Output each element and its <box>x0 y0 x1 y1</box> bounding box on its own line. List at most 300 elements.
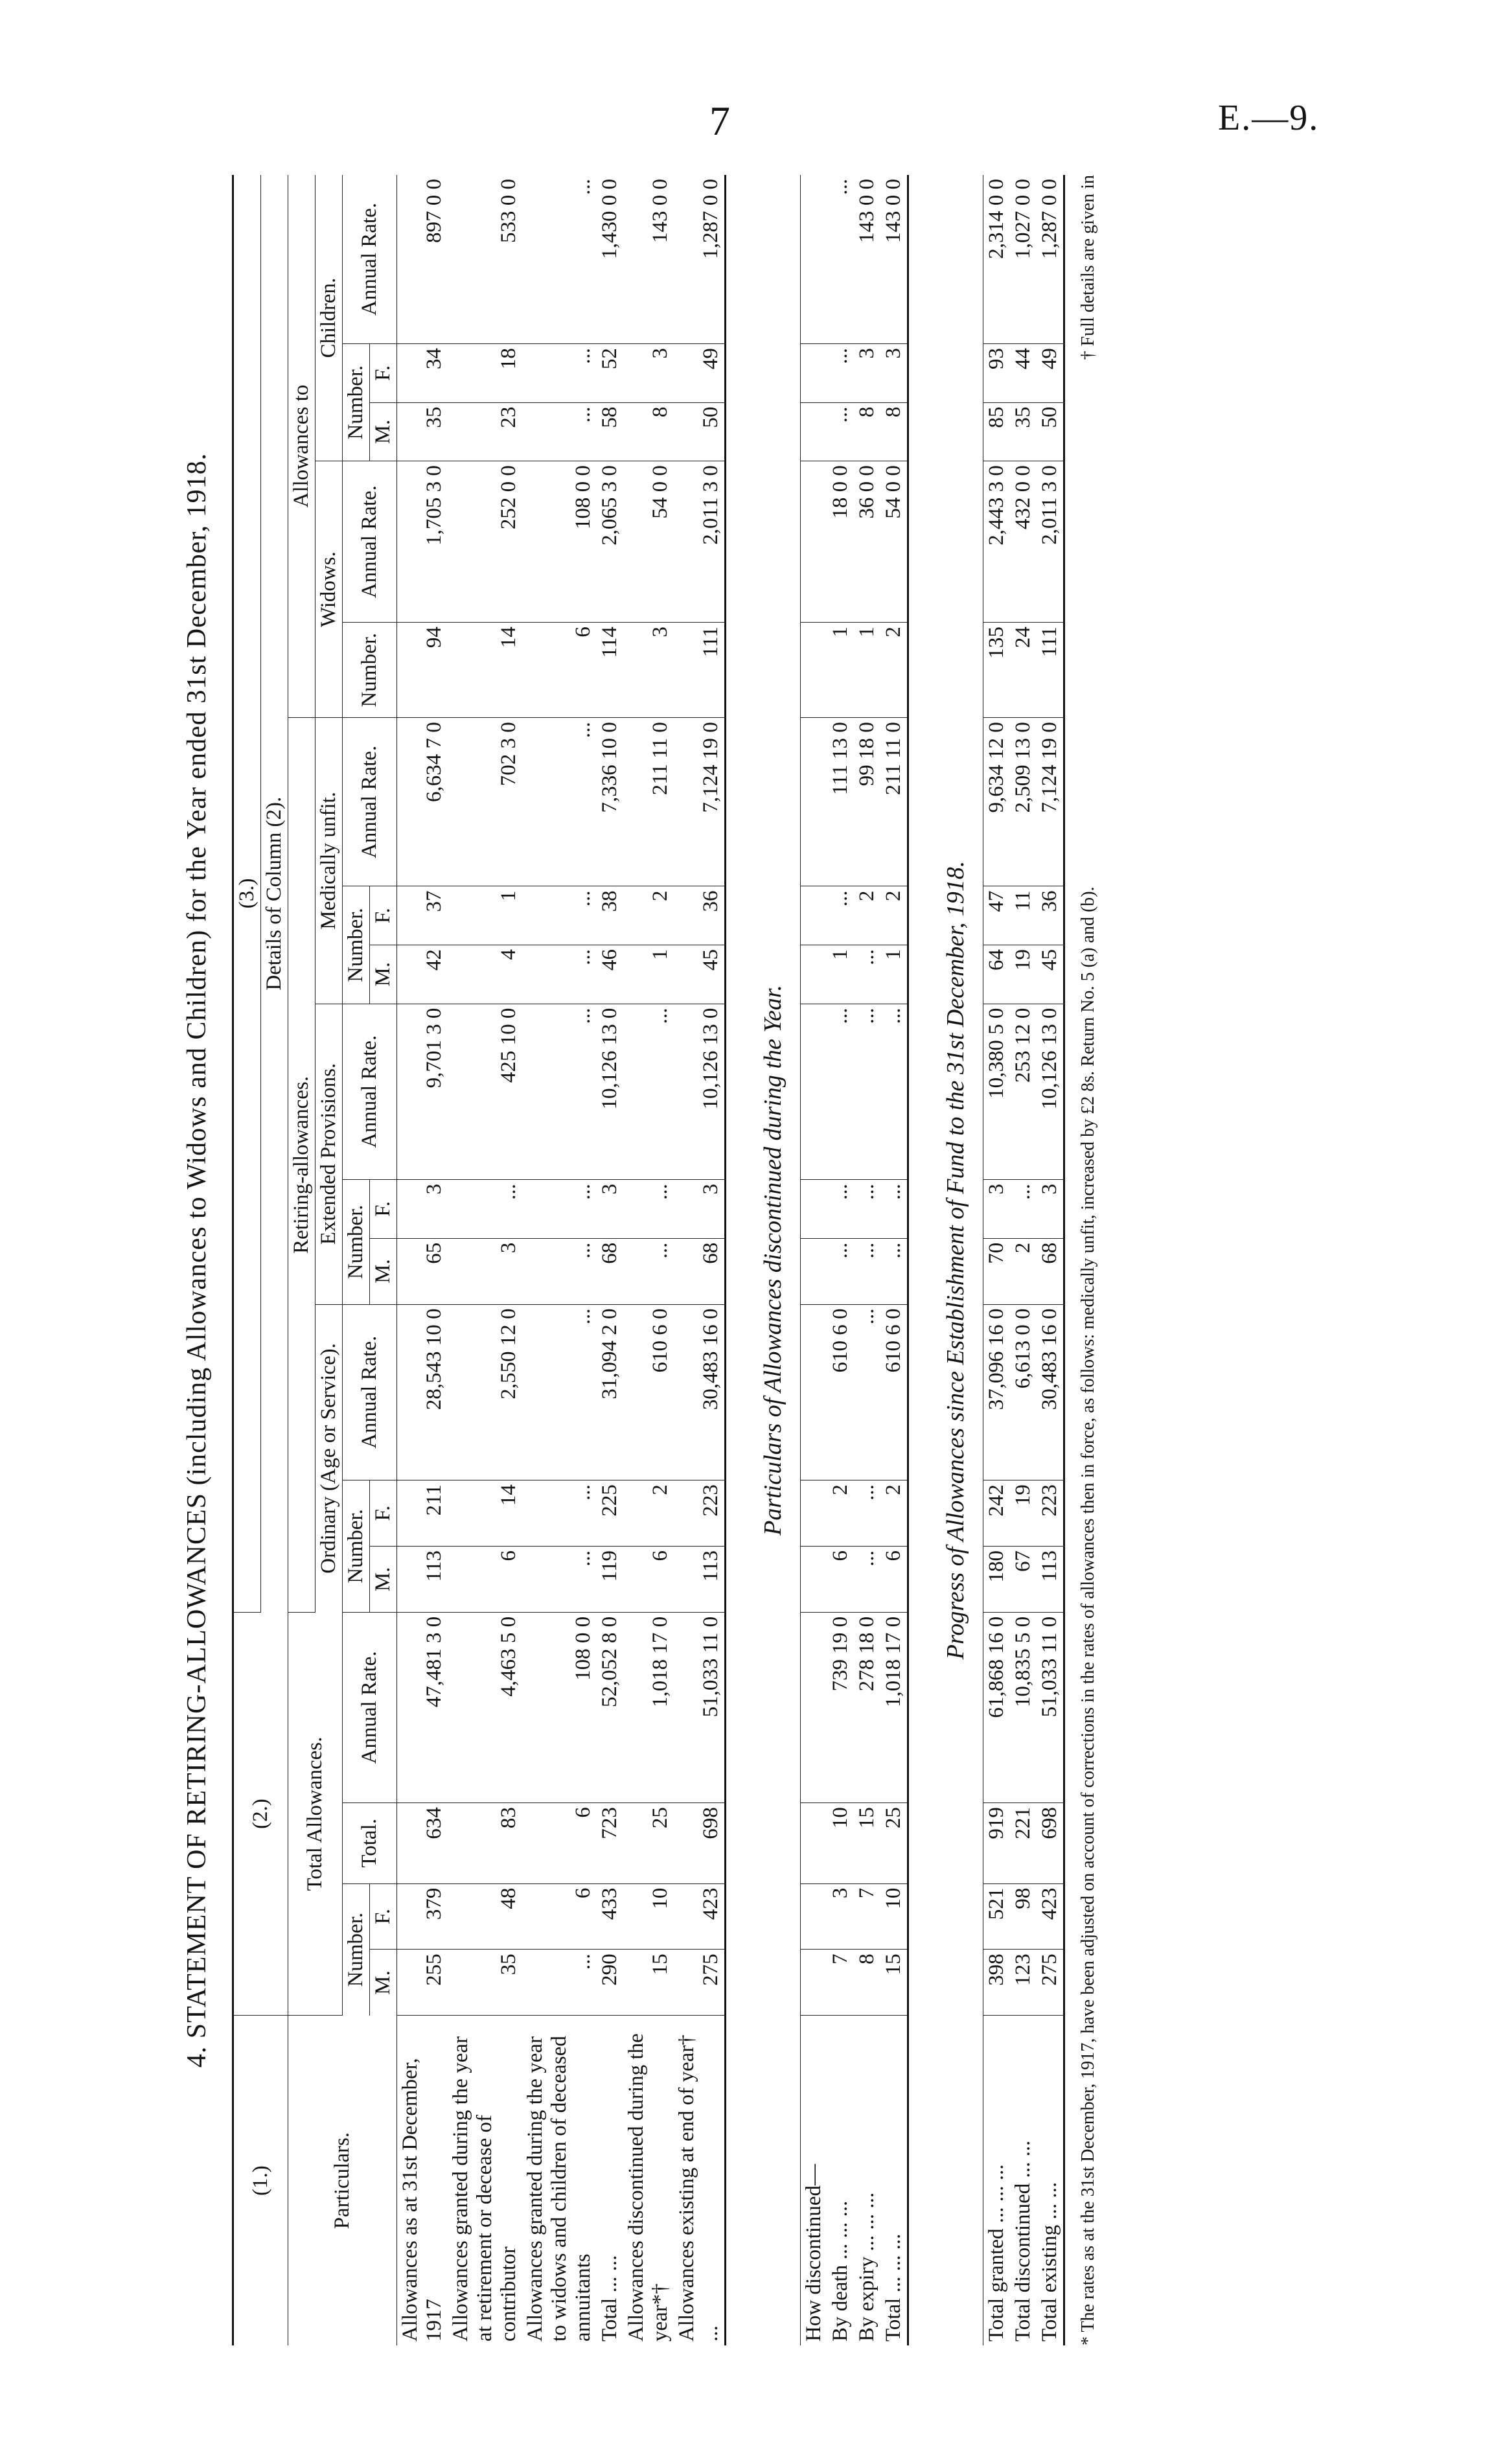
main-rows <box>397 175 726 2345</box>
table-cell: 52,052 8 0 <box>597 1612 623 1802</box>
table-cell: ... <box>854 1238 880 1304</box>
row-label: Total discontinued ... ... <box>1011 2140 1035 2342</box>
table-cell: 225 <box>597 1480 623 1547</box>
table-cell: 35 <box>1010 402 1037 461</box>
table-cell <box>801 1004 828 1180</box>
widows-number-header: Number. <box>343 623 397 718</box>
table-cell: 1,018 17 0 <box>880 1612 908 1802</box>
table-cell: 1 <box>623 945 674 1004</box>
table-cell: 93 <box>983 344 1011 403</box>
table-cell: 698 <box>1037 1803 1064 1883</box>
table-cell: ... <box>854 1480 880 1547</box>
allowances-to-header: Allowances to <box>288 175 316 718</box>
table-cell: ... <box>522 1950 597 2016</box>
footnote-star: * The rates as at the 31st December, 1917, have been adjusted on account of corrections in the rates of allowances then in force, as follows: medically unfit, increased by £2 8s. Return No. 5 (a) and (b). <box>1078 886 1098 2345</box>
table-cell: ... <box>522 402 597 461</box>
table-row <box>880 175 908 2345</box>
extended-header: Extended Provisions. <box>316 1004 343 1304</box>
table-cell: 2,065 3 0 <box>597 461 623 623</box>
table-row <box>448 175 522 2345</box>
table-cell: 46 <box>597 945 623 1004</box>
row-label: Allowances as at 31st December, 1917 <box>397 2016 448 2345</box>
table-cell: 4 <box>448 945 522 1004</box>
details-header: Details of Column (2). <box>261 175 288 1612</box>
table-cell: 10,126 13 0 <box>1037 1004 1064 1180</box>
table-cell <box>801 1612 828 1802</box>
table-cell: 114 <box>597 623 623 718</box>
table-cell: 7,124 19 0 <box>674 718 726 886</box>
table-cell: 433 <box>597 1883 623 1950</box>
table-cell: 739 19 0 <box>827 1612 854 1802</box>
row-label: By death ... ... ... <box>829 2200 852 2342</box>
table-row <box>854 175 880 2345</box>
table-cell: 3 <box>623 623 674 718</box>
table-cell: 223 <box>1037 1480 1064 1547</box>
table-cell: 6 <box>448 1546 522 1612</box>
table-cell: 432 0 0 <box>1010 461 1037 623</box>
table-cell: ... <box>827 402 854 461</box>
table-cell: 2,011 3 0 <box>1037 461 1064 623</box>
progress-rows <box>983 175 1064 2345</box>
table-cell: 30,483 16 0 <box>674 1304 726 1480</box>
table-cell: 3 <box>827 1883 854 1950</box>
table-cell: 36 <box>1037 886 1064 945</box>
table-cell: 31,094 2 0 <box>597 1304 623 1480</box>
table-cell: 11 <box>1010 886 1037 945</box>
table-cell: 7 <box>854 1883 880 1950</box>
row-label: Total granted ... ... ... <box>983 2016 1011 2345</box>
table-cell: 211 11 0 <box>880 718 908 886</box>
table-cell: ... <box>522 1480 597 1547</box>
row-label: Total existing ... ... <box>1037 2016 1064 2345</box>
table-cell: 85 <box>983 402 1011 461</box>
table-cell: 290 <box>597 1950 623 2016</box>
table-cell: 1,287 0 0 <box>1037 175 1064 344</box>
children-rate-header: Annual Rate. <box>343 175 397 344</box>
table-cell: 54 0 0 <box>623 461 674 623</box>
table-cell: 10 <box>880 1883 908 1950</box>
f-header: F. <box>370 1480 397 1547</box>
table-cell <box>801 1546 828 1612</box>
table-cell: 10,835 5 0 <box>1010 1612 1037 1802</box>
table-cell <box>801 945 828 1004</box>
table-cell: ... <box>522 344 597 403</box>
table-cell: 1,018 17 0 <box>623 1612 674 1802</box>
f-header: F. <box>370 886 397 945</box>
table-cell: 15 <box>623 1950 674 2016</box>
table-cell: 35 <box>448 1950 522 2016</box>
table-cell: ... <box>880 1180 908 1239</box>
medically-rate-header: Annual Rate. <box>343 718 397 886</box>
table-cell: ... <box>827 175 854 344</box>
table-row <box>801 175 828 2345</box>
page-reference: E.—9. <box>1218 98 1320 138</box>
table-cell: ... <box>448 1180 522 1239</box>
m-header: M. <box>370 945 397 1004</box>
table-cell: 610 6 0 <box>827 1304 854 1480</box>
table-cell: 108 0 0 <box>522 1612 597 1802</box>
table-cell: 64 <box>983 945 1011 1004</box>
table-cell: 15 <box>880 1950 908 2016</box>
table-cell: 702 3 0 <box>448 718 522 886</box>
table-cell: 83 <box>448 1803 522 1883</box>
table-cell: 8 <box>854 402 880 461</box>
table-cell: ... <box>827 1180 854 1239</box>
table-cell: ... <box>854 1304 880 1480</box>
m-header: M. <box>370 1238 397 1304</box>
table-cell: 242 <box>983 1480 1011 1547</box>
table-cell: 61,868 16 0 <box>983 1612 1011 1802</box>
table-cell: 723 <box>597 1803 623 1883</box>
table-cell: 108 0 0 <box>522 461 597 623</box>
table-cell: ... <box>522 1004 597 1180</box>
table-cell: 37,096 16 0 <box>983 1304 1011 1480</box>
table-cell <box>801 1950 828 2016</box>
table-cell: 252 0 0 <box>448 461 522 623</box>
table-cell: 111 <box>674 623 726 718</box>
table-cell <box>801 1304 828 1480</box>
statement-table <box>232 175 1065 2345</box>
table-cell: 6 <box>522 1803 597 1883</box>
table-cell: ... <box>854 1180 880 1239</box>
table-cell: ... <box>854 945 880 1004</box>
table-cell: 135 <box>983 623 1011 718</box>
m-header: M. <box>370 1950 397 2016</box>
particulars-header: Particulars. <box>288 2016 397 2345</box>
table-cell: 143 0 0 <box>854 175 880 344</box>
discontinued-rows <box>801 175 908 2345</box>
table-cell: 14 <box>448 623 522 718</box>
table-cell: 8 <box>854 1950 880 2016</box>
table-cell: 423 <box>674 1883 726 1950</box>
table-cell: 65 <box>397 1238 448 1304</box>
table-cell: 49 <box>1037 344 1064 403</box>
col3-number: (3.) <box>233 175 261 1612</box>
table-cell: 610 6 0 <box>623 1304 674 1480</box>
table-cell <box>801 402 828 461</box>
table-cell: 50 <box>674 402 726 461</box>
table-cell: 58 <box>597 402 623 461</box>
table-cell: 36 0 0 <box>854 461 880 623</box>
m-header: M. <box>370 402 397 461</box>
table-cell: 8 <box>623 402 674 461</box>
f-header: F. <box>370 1180 397 1239</box>
table-cell: 1 <box>448 886 522 945</box>
table-cell: 3 <box>397 1180 448 1239</box>
table-cell: 3 <box>597 1180 623 1239</box>
row-label: Allowances discontinued during the year*† <box>625 2033 672 2342</box>
table-cell: 3 <box>448 1238 522 1304</box>
row-label: By expiry ... ... ... <box>855 2192 878 2342</box>
table-cell: 897 0 0 <box>397 175 448 344</box>
table-cell: ... <box>827 1238 854 1304</box>
table-cell: ... <box>827 344 854 403</box>
total-rate-header: Annual Rate. <box>343 1612 397 1802</box>
table-cell: ... <box>623 1238 674 1304</box>
row-label: Allowances granted during the year to widows and children of deceased annuitants <box>523 2036 595 2342</box>
table-cell: 68 <box>674 1238 726 1304</box>
total-total-header: Total. <box>343 1803 397 1883</box>
table-cell: ... <box>522 1304 597 1480</box>
table-cell: 68 <box>1037 1238 1064 1304</box>
table-row <box>597 175 623 2345</box>
table-cell: 10,380 5 0 <box>983 1004 1011 1180</box>
table-cell: 6 <box>827 1546 854 1612</box>
table-cell: 6 <box>623 1546 674 1612</box>
table-cell <box>801 1883 828 1950</box>
table-cell: 24 <box>1010 623 1037 718</box>
table-cell <box>801 1480 828 1547</box>
ordinary-number-header: Number. <box>343 1480 370 1613</box>
table-cell: 2,443 3 0 <box>983 461 1011 623</box>
table-row <box>522 175 597 2345</box>
table-cell: 10 <box>827 1803 854 1883</box>
table-cell: ... <box>522 175 597 344</box>
table-cell: 2 <box>623 886 674 945</box>
table-cell <box>801 344 828 403</box>
table-cell: 255 <box>397 1950 448 2016</box>
table-cell: 7,124 19 0 <box>1037 718 1064 886</box>
table-cell: ... <box>522 1238 597 1304</box>
table-cell <box>801 1238 828 1304</box>
table-cell: 3 <box>983 1180 1011 1239</box>
table-cell: 7 <box>827 1950 854 2016</box>
table-cell: 45 <box>1037 945 1064 1004</box>
table-cell <box>801 1180 828 1239</box>
table-cell: ... <box>623 1180 674 1239</box>
widows-header: Widows. <box>316 461 343 718</box>
table-cell: 8 <box>880 402 908 461</box>
table-cell: 49 <box>674 344 726 403</box>
table-cell: 38 <box>597 886 623 945</box>
table-cell: 113 <box>674 1546 726 1612</box>
table-cell: 42 <box>397 945 448 1004</box>
table-cell: 68 <box>597 1238 623 1304</box>
table-cell: 3 <box>674 1180 726 1239</box>
table-cell: 51,033 11 0 <box>674 1612 726 1802</box>
page-header <box>0 0 1492 155</box>
table-cell: 36 <box>674 886 726 945</box>
table-cell: 10 <box>623 1883 674 1950</box>
table-row <box>1010 175 1037 2345</box>
table-cell: 180 <box>983 1546 1011 1612</box>
table-cell <box>801 623 828 718</box>
table-cell: 10,126 13 0 <box>597 1004 623 1180</box>
table-cell: 3 <box>1037 1180 1064 1239</box>
extended-rate-header: Annual Rate. <box>343 1004 397 1180</box>
table-cell: 19 <box>1010 945 1037 1004</box>
children-header: Children. <box>316 175 343 461</box>
table-cell: 23 <box>448 402 522 461</box>
table-cell: 1 <box>880 945 908 1004</box>
table-cell: 99 18 0 <box>854 718 880 886</box>
table-cell <box>801 1803 828 1883</box>
table-cell: ... <box>880 1004 908 1180</box>
row-label: Total ... ... ... <box>880 2016 908 2345</box>
table-cell: 2 <box>854 886 880 945</box>
table-cell: 1,027 0 0 <box>1010 175 1037 344</box>
table-cell: 47,481 3 0 <box>397 1612 448 1802</box>
table-cell: 119 <box>597 1546 623 1612</box>
table-cell: 52 <box>597 344 623 403</box>
table-row <box>623 175 674 2345</box>
table-cell: 533 0 0 <box>448 175 522 344</box>
table-cell: 3 <box>880 344 908 403</box>
table-cell: 6 <box>880 1546 908 1612</box>
f-header: F. <box>370 1883 397 1950</box>
total-allowances-header: Total Allowances. <box>288 1612 343 2015</box>
table-cell: 51,033 11 0 <box>1037 1612 1064 1802</box>
table-cell: 398 <box>983 1950 1011 2016</box>
table-cell: ... <box>522 1546 597 1612</box>
table-cell <box>801 886 828 945</box>
table-cell: 48 <box>448 1883 522 1950</box>
table-cell: 1,430 0 0 <box>597 175 623 344</box>
footnotes <box>1078 175 1099 2345</box>
table-cell: 6,613 0 0 <box>1010 1304 1037 1480</box>
table-row <box>827 175 854 2345</box>
widows-rate-header: Annual Rate. <box>343 461 397 623</box>
ordinary-header: Ordinary (Age or Service). <box>316 1304 343 1612</box>
table-cell: 25 <box>880 1803 908 1883</box>
table-cell: 1,705 3 0 <box>397 461 448 623</box>
table-row <box>397 175 448 2345</box>
medically-number-header: Number. <box>343 886 370 1004</box>
table-cell: 2 <box>880 886 908 945</box>
table-cell: 211 <box>397 1480 448 1547</box>
table-cell: 6,634 7 0 <box>397 718 448 886</box>
table-cell: 1,287 0 0 <box>674 175 726 344</box>
table-cell: 2 <box>1010 1238 1037 1304</box>
table-cell: 47 <box>983 886 1011 945</box>
table-cell: 2,509 13 0 <box>1010 718 1037 886</box>
table-cell: ... <box>1010 1180 1037 1239</box>
table-cell: 2 <box>623 1480 674 1547</box>
table-cell: 610 6 0 <box>880 1304 908 1480</box>
table-cell: ... <box>880 1238 908 1304</box>
col1-number: (1.) <box>233 2016 288 2345</box>
row-label: Allowances granted during the year at retirement or decease of contributor <box>449 2036 520 2342</box>
table-cell: 3 <box>623 344 674 403</box>
table-cell <box>801 718 828 886</box>
table-cell: 425 10 0 <box>448 1004 522 1180</box>
table-cell: 4,463 5 0 <box>448 1612 522 1802</box>
table-cell: 9,701 3 0 <box>397 1004 448 1180</box>
table-cell: 19 <box>1010 1480 1037 1547</box>
ordinary-rate-header: Annual Rate. <box>343 1304 397 1480</box>
row-label: How discontinued— <box>801 2016 828 2345</box>
table-cell: 123 <box>1010 1950 1037 2016</box>
table-cell: ... <box>827 886 854 945</box>
table-row <box>674 175 726 2345</box>
table-cell: 143 0 0 <box>623 175 674 344</box>
row-label: Total ... ... <box>598 2255 621 2342</box>
table-cell: 2 <box>827 1480 854 1547</box>
discontinued-title: Particulars of Allowances discontinued during the Year. <box>759 985 786 1536</box>
table-row <box>983 175 1011 2345</box>
table-cell: 211 11 0 <box>623 718 674 886</box>
table-cell: 223 <box>674 1480 726 1547</box>
table-cell: ... <box>522 945 597 1004</box>
f-header: F. <box>370 344 397 403</box>
children-number-header: Number. <box>343 344 370 461</box>
table-cell: ... <box>522 1180 597 1239</box>
table-cell <box>801 461 828 623</box>
table-cell: 2,550 12 0 <box>448 1304 522 1480</box>
table-cell: 275 <box>1037 1950 1064 2016</box>
table-cell: ... <box>854 1546 880 1612</box>
table-cell: 1 <box>827 945 854 1004</box>
table-cell: 10,126 13 0 <box>674 1004 726 1180</box>
table-cell: ... <box>623 1004 674 1180</box>
table-cell: 698 <box>674 1803 726 1883</box>
progress-title: Progress of Allowances since Establishment of Fund to the 31st December, 1918. <box>942 860 969 1660</box>
table-cell: 6 <box>522 1883 597 1950</box>
table-cell: 28,543 10 0 <box>397 1304 448 1480</box>
row-label: Allowances existing at end of year† ... <box>674 2016 726 2345</box>
table-cell: 113 <box>1037 1546 1064 1612</box>
table-row <box>1037 175 1064 2345</box>
table-cell: 9,634 12 0 <box>983 718 1011 886</box>
table-cell: 2,011 3 0 <box>674 461 726 623</box>
table-cell: 2 <box>880 623 908 718</box>
table-cell: 143 0 0 <box>880 175 908 344</box>
table-cell: 70 <box>983 1238 1011 1304</box>
table-cell: 37 <box>397 886 448 945</box>
table-cell: 50 <box>1037 402 1064 461</box>
table-cell: 45 <box>674 945 726 1004</box>
table-cell: 275 <box>674 1950 726 2016</box>
table-cell: 2,314 0 0 <box>983 175 1011 344</box>
table-cell: 44 <box>1010 344 1037 403</box>
table-cell: 111 13 0 <box>827 718 854 886</box>
table-cell: 423 <box>1037 1883 1064 1950</box>
table-cell: ... <box>827 1004 854 1180</box>
total-number-header: Number. <box>343 1883 370 2016</box>
table-cell: 18 <box>448 344 522 403</box>
table-cell: ... <box>522 886 597 945</box>
table-cell: 221 <box>1010 1803 1037 1883</box>
table-cell: 7,336 10 0 <box>597 718 623 886</box>
table-cell: ... <box>522 718 597 886</box>
table-cell: 2 <box>880 1480 908 1547</box>
table-cell: 278 18 0 <box>854 1612 880 1802</box>
retiring-allowances-header: Retiring-allowances. <box>288 718 316 1613</box>
table-cell: 111 <box>1037 623 1064 718</box>
table-cell: 379 <box>397 1883 448 1950</box>
table-cell: 15 <box>854 1803 880 1883</box>
medically-header: Medically unfit. <box>316 718 343 1004</box>
table-cell: 113 <box>397 1546 448 1612</box>
rotated-statement <box>181 175 1322 2345</box>
footnote-dagger: † Full details are given in <box>1078 175 1098 360</box>
table-cell: 634 <box>397 1803 448 1883</box>
statement-title: 4. STATEMENT OF RETIRING-ALLOWANCES (including Allowances to Widows and Children) for the Year ended 31st December, 1918. <box>182 452 212 2068</box>
table-cell: 253 12 0 <box>1010 1004 1037 1180</box>
m-header: M. <box>370 1546 397 1612</box>
col2-number: (2.) <box>233 1612 288 2015</box>
table-cell: 919 <box>983 1803 1011 1883</box>
table-cell: 67 <box>1010 1546 1037 1612</box>
table-cell: 14 <box>448 1480 522 1547</box>
extended-number-header: Number. <box>343 1180 370 1304</box>
table-cell: 1 <box>827 623 854 718</box>
table-cell: 18 0 0 <box>827 461 854 623</box>
table-cell: 35 <box>397 402 448 461</box>
table-cell: 25 <box>623 1803 674 1883</box>
table-cell: 54 0 0 <box>880 461 908 623</box>
table-cell: 1 <box>854 623 880 718</box>
